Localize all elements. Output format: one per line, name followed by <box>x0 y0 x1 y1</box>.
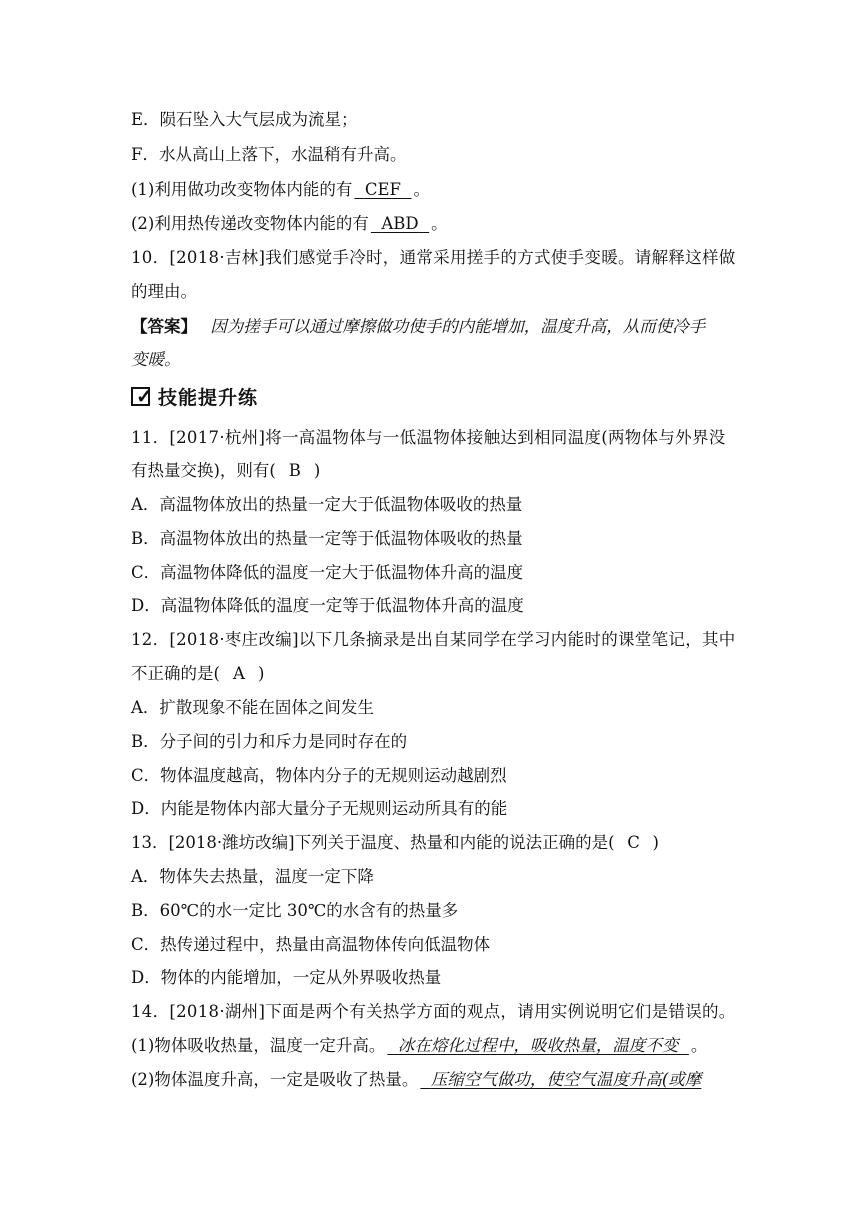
answer-block <box>131 315 705 339</box>
question-12-line1: 12．[2018·枣庄改编]以下几条摘录是出自某同学在学习内能时的课堂笔记，其中 <box>131 630 736 649</box>
answer-blank-2: ABD <box>381 214 419 233</box>
question-13-option-a: A．物体失去热量，温度一定下降 <box>131 867 374 886</box>
question-14-part-2: (2)物体温度升高，一定是吸收了热量。 压缩空气做功，使空气温度升高(或摩 <box>131 1068 703 1092</box>
answer-blank-14-1: 冰在熔化过程中，吸收热量，温度不变 <box>397 1036 679 1055</box>
question-12-option-d: D．内能是物体内部大量分子无规则运动所具有的能 <box>131 799 508 818</box>
question-11-option-c: C．高温物体降低的温度一定大于低温物体升高的温度 <box>131 563 524 582</box>
question-14-part-1: (1)物体吸收热量，温度一定升高。 冰在熔化过程中，吸收热量，温度不变 。 <box>131 1034 707 1058</box>
question-11-option-d: D．高温物体降低的温度一定等于低温物体升高的温度 <box>131 596 524 615</box>
question-13-line1: 13．[2018·潍坊改编]下列关于温度、热量和内能的说法正确的是( C ) <box>131 831 659 855</box>
question-12-line2: 不正确的是( A ) <box>131 662 264 686</box>
question-11-answer: B <box>288 461 301 480</box>
question-13-answer: C <box>627 833 640 852</box>
question-12-option-c: C．物体温度越高，物体内分子的无规则运动越剧烈 <box>131 766 507 785</box>
sub-question-2-text: (2)利用热传递改变物体内能的有 <box>131 214 369 233</box>
option-e: E．陨石坠入大气层成为流星； <box>131 110 358 129</box>
question-12-option-b: B．分子间的引力和斥力是同时存在的 <box>131 732 408 751</box>
section-title: 技能提升练 <box>158 387 259 409</box>
question-13-option-c: C．热传递过程中，热量由高温物体传向低温物体 <box>131 935 491 954</box>
question-11-option-a: A．高温物体放出的热量一定大于低温物体吸收的热量 <box>131 495 523 514</box>
option-f: F．水从高山上落下，水温稍有升高。 <box>131 145 407 164</box>
section-header <box>131 383 258 410</box>
question-12-option-a: A．扩散现象不能在固体之间发生 <box>131 698 374 717</box>
question-10-line1: 10．[2018·吉林]我们感觉手冷时，通常采用搓手的方式使手变暖。请解释这样做 <box>131 248 736 267</box>
question-12-answer: A <box>232 664 245 683</box>
answer-blank-1: CEF <box>364 180 401 199</box>
question-11-option-b: B．高温物体放出的热量一定等于低温物体吸收的热量 <box>131 529 523 548</box>
question-11-line1: 11．[2017·杭州]将一高温物体与一低温物体接触达到相同温度(两物体与外界没 <box>131 428 726 447</box>
answer-tag: 【答案】 <box>131 317 197 336</box>
sub-question-1-text: (1)利用做功改变物体内能的有 <box>131 180 353 199</box>
question-10-line2: 的理由。 <box>131 282 197 301</box>
question-11-line2: 有热量交换)，则有( B ) <box>131 459 320 483</box>
checkbox-icon: ✓ <box>131 387 150 406</box>
question-14-line1: 14．[2018·湖州]下面是两个有关热学方面的观点，请用实例说明它们是错误的。 <box>131 1002 736 1021</box>
question-13-option-d: D．物体的内能增加，一定从外界吸收热量 <box>131 968 442 987</box>
question-13-option-b: B．60℃的水一定比 30℃的水含有的热量多 <box>131 901 459 920</box>
answer-text: 因为搓手可以通过摩擦做功使手的内能增加，温度升高，从而使冷手 <box>210 317 706 336</box>
sub-question-2: (2)利用热传递改变物体内能的有 ABD 。 <box>131 212 448 236</box>
sub-question-1: (1)利用做功改变物体内能的有 CEF 。 <box>131 178 430 202</box>
answer-blank-14-2: 压缩空气做功，使空气温度升高(或摩 <box>430 1070 702 1089</box>
answer-text-cont: 变暖。 <box>131 350 181 369</box>
